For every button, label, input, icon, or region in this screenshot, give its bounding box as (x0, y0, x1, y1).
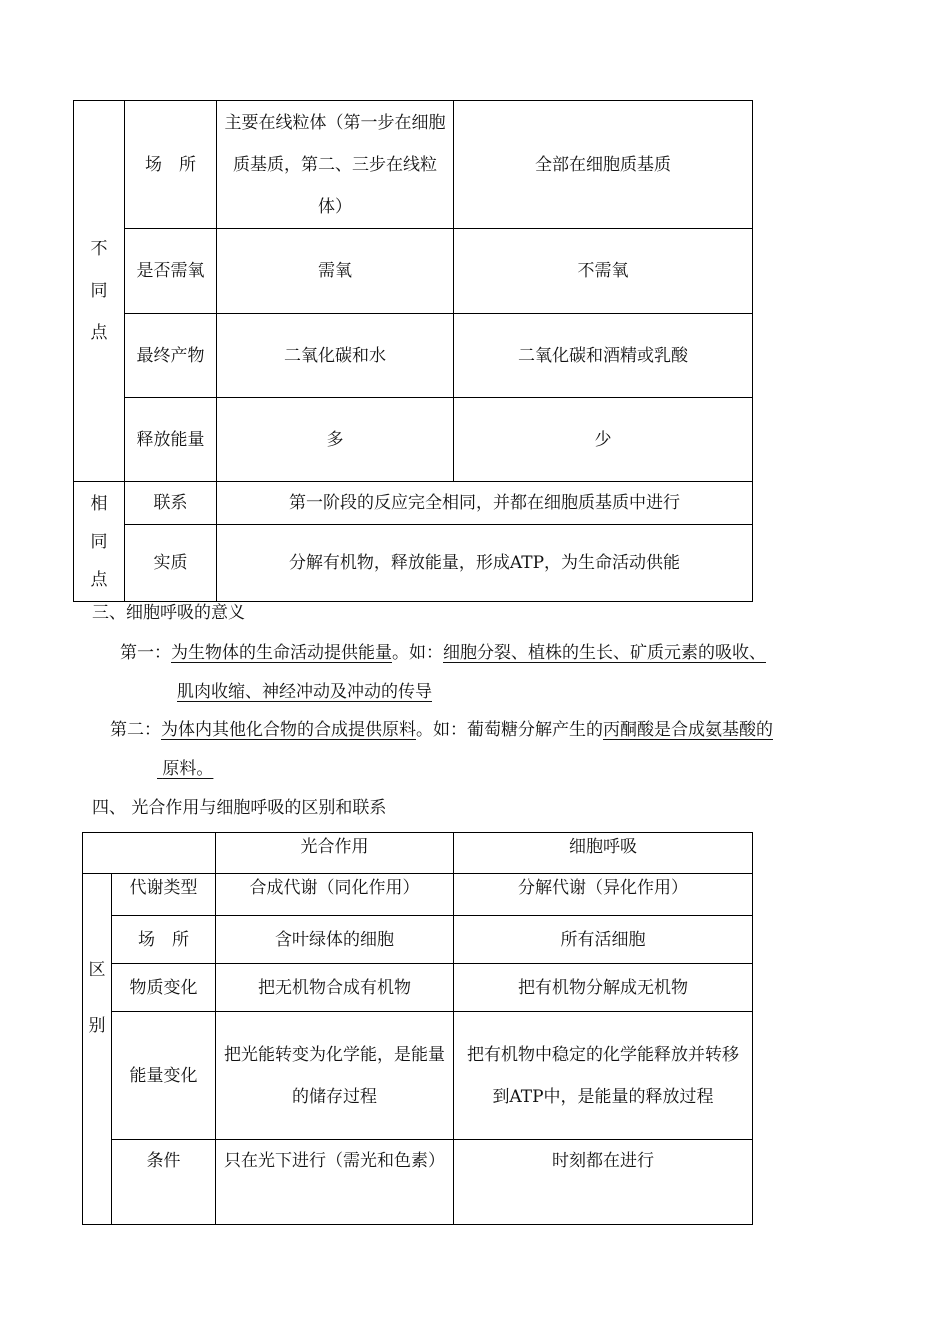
t2-resp-matter: 把有机物分解成无机物 (454, 964, 753, 1012)
first-examples: 细胞分裂、植株的生长、矿质元素的吸收、 (443, 643, 766, 663)
t2-photo-location: 含叶绿体的细胞 (216, 916, 454, 964)
diff-header: 不 同 点 (74, 101, 125, 482)
t2-label-matter: 物质变化 (112, 964, 216, 1012)
section3-second-cont (157, 757, 213, 781)
anaerobic-location: 全部在细胞质基质 (454, 101, 753, 229)
row-label-location: 场 所 (125, 101, 217, 229)
t2-resp-metabolism: 分解代谢（异化作用） (454, 874, 753, 916)
col-header-respiration: 细胞呼吸 (454, 833, 753, 874)
col-header-photosynthesis: 光合作用 (216, 833, 454, 874)
aerobic-product: 二氧化碳和水 (217, 314, 454, 398)
t2-resp-location: 所有活细胞 (454, 916, 753, 964)
respiration-comparison-table (73, 100, 753, 602)
first-prefix: 第一： (120, 643, 171, 663)
aerobic-location: 主要在线粒体（第一步在细胞质基质，第二、三步在线粒体） (217, 101, 454, 229)
aerobic-energy: 多 (217, 398, 454, 482)
anaerobic-oxygen: 不需氧 (454, 229, 753, 314)
t2-photo-energy: 把光能转变为化学能，是能量的储存过程 (216, 1012, 454, 1140)
section3-first (120, 641, 766, 665)
row-label-product: 最终产物 (125, 314, 217, 398)
first-examples-cont: 肌肉收缩、神经冲动及冲动的传导 (177, 682, 432, 702)
second-mid: 。如：葡萄糖分解产生的 (416, 720, 603, 740)
t2-label-metabolism: 代谢类型 (112, 874, 216, 916)
row-label-oxygen: 是否需氧 (125, 229, 217, 314)
table2-corner (83, 833, 216, 874)
row-label-energy: 释放能量 (125, 398, 217, 482)
second-example-cont: 原料。 (162, 759, 214, 779)
t2-photo-matter: 把无机物合成有机物 (216, 964, 454, 1012)
t2-photo-metabolism: 合成代谢（同化作用） (216, 874, 454, 916)
anaerobic-energy: 少 (454, 398, 753, 482)
second-point: 为体内其他化合物的合成提供原料 (161, 720, 416, 740)
relation-value: 第一阶段的反应完全相同，并都在细胞质基质中进行 (217, 482, 753, 525)
section4-heading: 四、 光合作用与细胞呼吸的区别和联系 (92, 798, 387, 818)
second-prefix: 第二： (110, 720, 161, 740)
t2-resp-condition: 时刻都在进行 (454, 1140, 753, 1225)
anaerobic-product: 二氧化碳和酒精或乳酸 (454, 314, 753, 398)
row-label-essence: 实质 (125, 525, 217, 602)
first-mid: 。如： (392, 643, 443, 663)
row-label-relation: 联系 (125, 482, 217, 525)
section3-second (110, 718, 773, 742)
t2-resp-energy: 把有机物中稳定的化学能释放并转移到ATP中，是能量的释放过程 (454, 1012, 753, 1140)
t2-photo-condition: 只在光下进行（需光和色素） (216, 1140, 454, 1225)
t2-label-energy: 能量变化 (112, 1012, 216, 1140)
diff-header-2: 区 别 (83, 874, 112, 1225)
essence-value: 分解有机物，释放能量，形成ATP，为生命活动供能 (217, 525, 753, 602)
section3-heading: 三、细胞呼吸的意义 (92, 603, 245, 623)
photosynthesis-respiration-table (82, 832, 753, 1225)
t2-label-condition: 条件 (112, 1140, 216, 1225)
same-header: 相 同 点 (74, 482, 125, 602)
aerobic-oxygen: 需氧 (217, 229, 454, 314)
section3-first-cont (177, 680, 432, 704)
second-example: 丙酮酸是合成氨基酸的 (603, 720, 773, 740)
t2-label-location: 场 所 (112, 916, 216, 964)
first-point: 为生物体的生命活动提供能量 (171, 643, 392, 663)
